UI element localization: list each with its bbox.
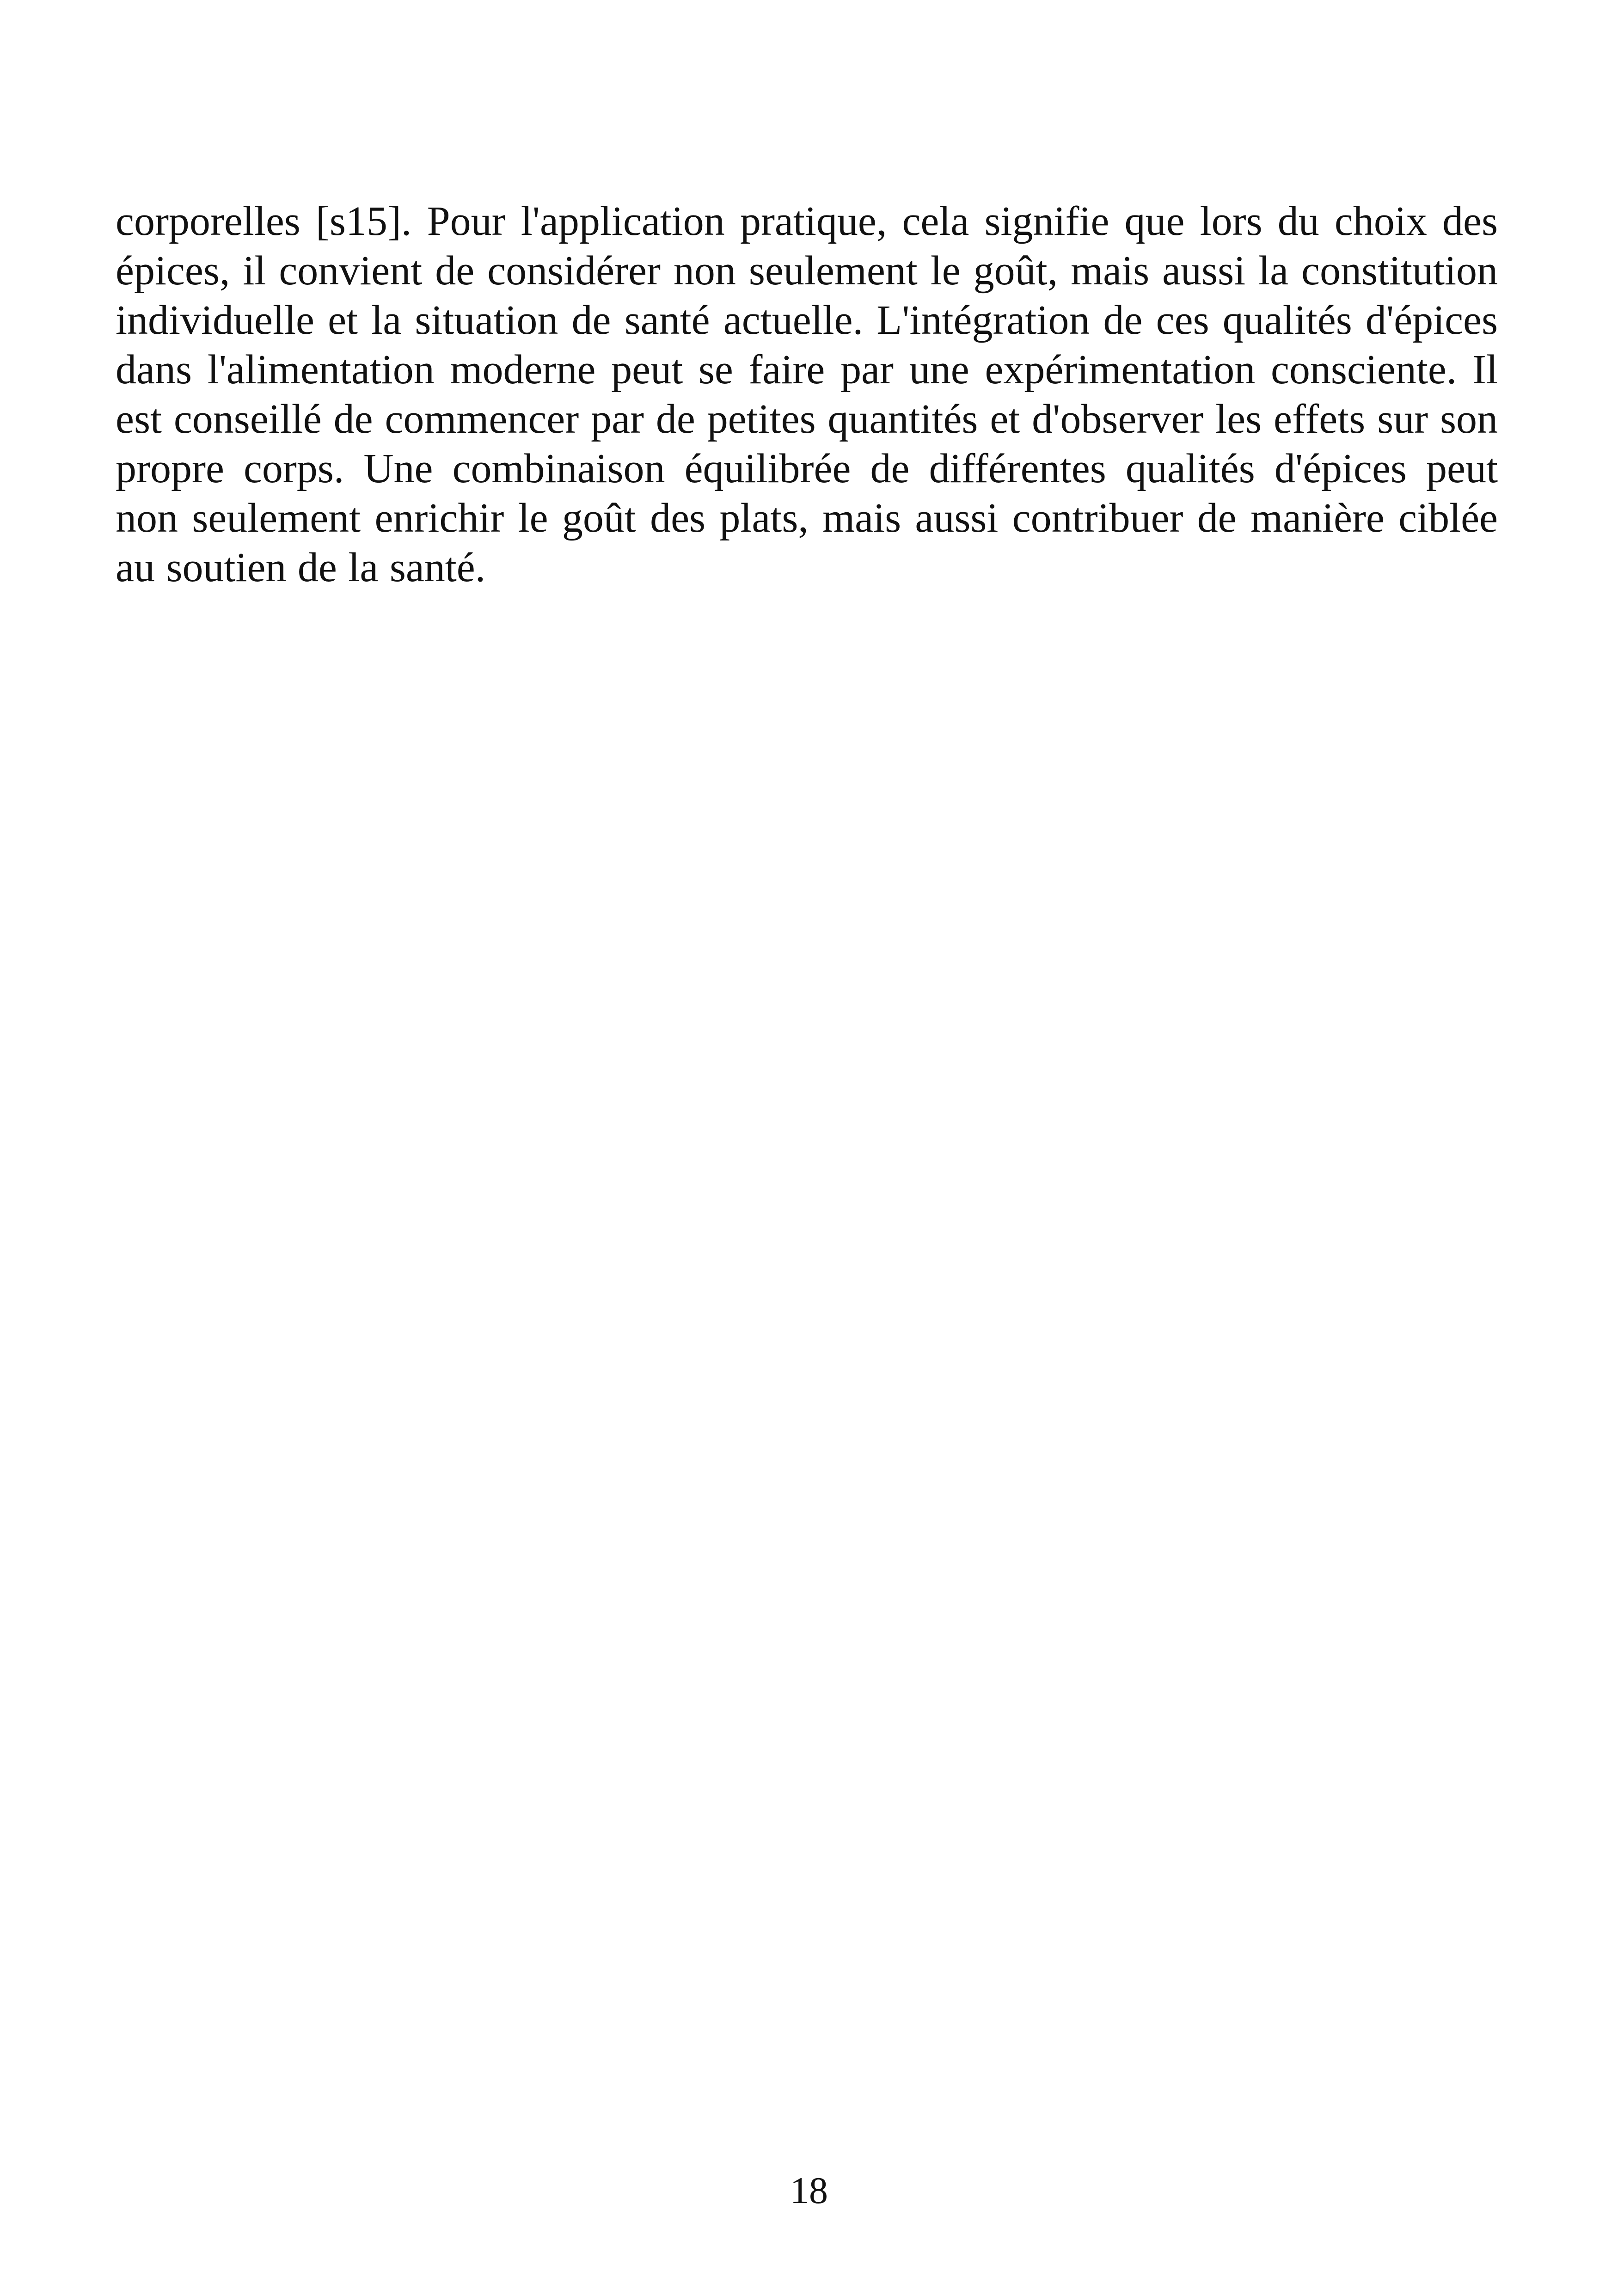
body-paragraph: corporelles [s15]. Pour l'application pratique, cela signifie que lors du choix des épices, il convient de considérer non seulement le goût, mais aussi la constitution individuelle et la situation de santé actuelle. L'intégration de ces qualités d'épices dans l'alimentation moderne peut se faire par une expérimentation consciente. Il est conseillé de commencer par de petites quantités et d'observer les effets sur son propre corps. Une combinaison équilibrée de différentes qualités d'épices peut non seulement enrichir le goût des plats, mais aussi contribuer de manière ciblée au soutien de la santé. — [116, 198, 1498, 590]
page-number: 18 — [790, 2169, 828, 2211]
